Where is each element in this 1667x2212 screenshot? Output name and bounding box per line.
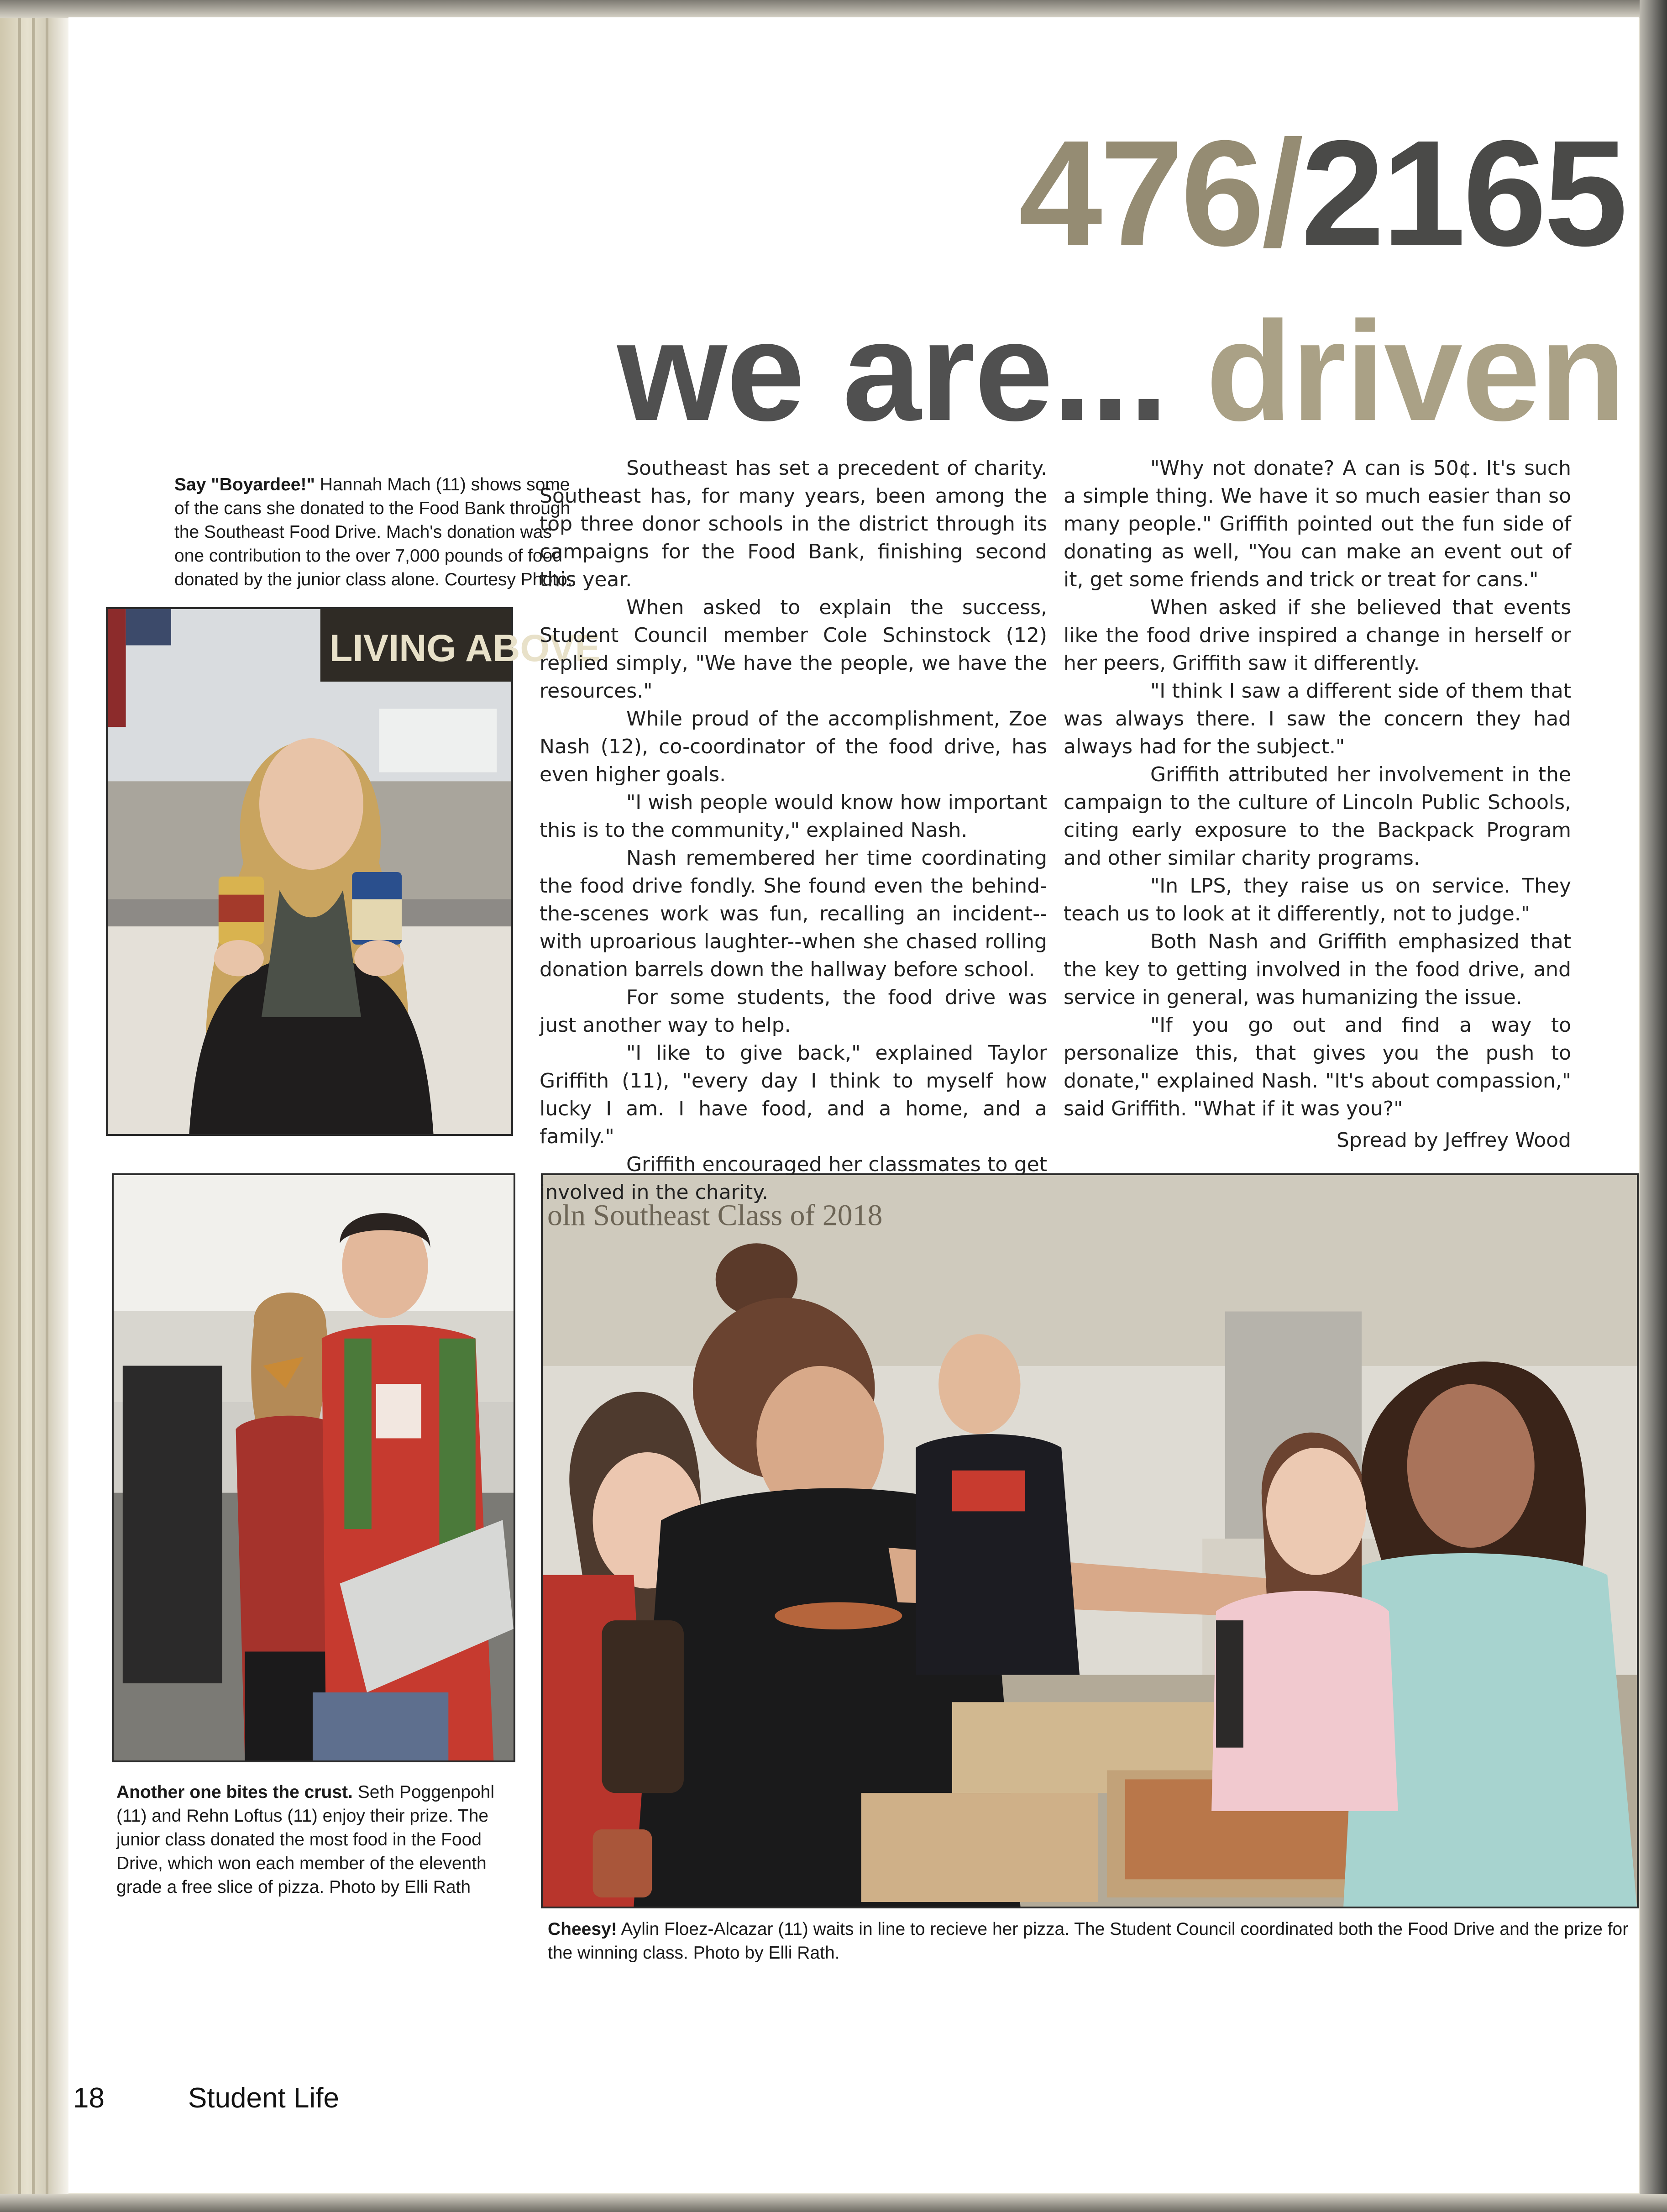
caption-text: Hannah Mach (11) shows some of the cans she donated to the Food Bank through the Southeast Food Drive. Mach's donation was one contribution to the over 7,000 pounds of food donated by the junior class alone. Courtesy Photo. — [174, 475, 572, 589]
page-edge-line — [18, 0, 21, 2212]
photo-caption-cheesy — [548, 1918, 1630, 1965]
story-paragraph: "If you go out and find a way to personalize this, that gives you the push to donate," explained Nash. "It's about compassion," said Griffith. "What if it was you?" — [1064, 1014, 1571, 1120]
caption-lead: Say "Boyardee!" — [174, 475, 315, 494]
story-paragraph: Nash remembered her time coordinating the food drive fondly. She found even the behind-the-scenes work was fun, recalling an incident--with uproarious laughter--when she chased rolling donation barrels down the hallway before school. — [540, 846, 1047, 981]
story-paragraph: Griffith encouraged her classmates to get involved in the charity. — [540, 1153, 1047, 1204]
caption-lead: Another one bites the crust. — [116, 1782, 353, 1802]
story-paragraph: Southeast has set a precedent of charity. Southeast has, for many years, been among the top three donor schools in the district through its campaigns for the Food Bank, finishing second this year. — [540, 457, 1047, 591]
headline-number-part1: 476/ — [1018, 109, 1301, 277]
story-paragraph: When asked if she believed that events like the food drive inspired a change in herself or her peers, Griffith saw it differently. — [1064, 596, 1571, 675]
story-paragraph: Griffith attributed her involvement in the campaign to the culture of Lincoln Public Schools, citing early exposure to the Backpack Program and other similar charity programs. — [1064, 763, 1571, 870]
photo-girl-with-cans-image — [108, 609, 601, 1134]
story-column-1 — [540, 454, 1047, 1206]
photo-caption-crust — [116, 1781, 518, 1899]
scan-top-shadow — [0, 0, 1667, 18]
headline-title — [617, 292, 1625, 450]
story-paragraph: While proud of the accomplishment, Zoe Nash (12), co-coordinator of the food drive, has even higher goals. — [540, 707, 1047, 786]
page-edge-line — [32, 0, 35, 2212]
story-paragraph: For some students, the food drive was just another way to help. — [540, 986, 1047, 1037]
photo-pizza-line-image — [543, 1175, 1637, 1907]
photo-banner-text: LIVING ABOVE — [329, 627, 601, 670]
story-paragraph: "I think I saw a different side of them that was always there. I saw the concern they had always had for the subject." — [1064, 679, 1571, 758]
byline: Spread by Jeffrey Wood — [1336, 1129, 1571, 1152]
story-paragraph: "Why not donate? A can is 50¢. It's such a simple thing. We have it so much easier than so many people." Griffith pointed out the fun side of donating as well, "You can make an event out of it, get some friends and trick or treat for cans." — [1064, 457, 1571, 591]
story-paragraph: "I like to give back," explained Taylor Griffith (11), "every day I think to myself how lucky I am. I have food, and a home, and a family." — [540, 1041, 1047, 1148]
story-paragraph: Both Nash and Griffith emphasized that the key to getting involved in the food drive, and service in general, was humanizing the issue. — [1064, 930, 1571, 1009]
section-name: Student Life — [188, 2082, 339, 2114]
photo-pizza-line — [541, 1173, 1639, 1908]
caption-text: Aylin Floez-Alcazar (11) waits in line to recieve her pizza. The Student Council coordinated both the Food Drive and the prize for the winning class. Photo by Elli Rath. — [548, 1919, 1629, 1963]
scan-right-shadow — [1640, 0, 1667, 2212]
scan-bottom-shadow — [0, 2194, 1667, 2212]
caption-text: Seth Poggenpohl (11) and Rehn Loftus (11) enjoy their prize. The junior class donated the most food in the Food Drive, which won each member of the eleventh grade a free slice of pizza. Photo by Elli Rath — [116, 1782, 495, 1897]
story-paragraph: "I wish people would know how important this is to the community," explained Nash. — [540, 791, 1047, 842]
photo-girl-with-cans — [106, 607, 601, 1136]
headline-number — [1018, 109, 1625, 277]
caption-lead: Cheesy! — [548, 1919, 617, 1939]
headline-title-part1: we are... — [617, 292, 1206, 450]
page-edge-line — [46, 0, 48, 2212]
story-column-2 — [1064, 454, 1571, 1154]
book-binding-edge — [0, 0, 68, 2212]
photo-wall-sign-text: oln Southeast Class of 2018 — [547, 1198, 883, 1232]
headline-number-part2: 2165 — [1300, 109, 1625, 277]
photo-caption-boyardee — [174, 473, 576, 592]
page-number: 18 — [73, 2082, 105, 2114]
headline-title-part2: driven — [1206, 292, 1625, 450]
photo-students-eating-pizza — [112, 1173, 515, 1762]
story-paragraph: When asked to explain the success, Student Council member Cole Schinstock (12) replied simply, "We have the people, we have the resources." — [540, 596, 1047, 703]
photo-students-eating-pizza-image — [114, 1175, 514, 1760]
story-paragraph: "In LPS, they raise us on service. They teach us to look at it differently, not to judge." — [1064, 874, 1571, 925]
